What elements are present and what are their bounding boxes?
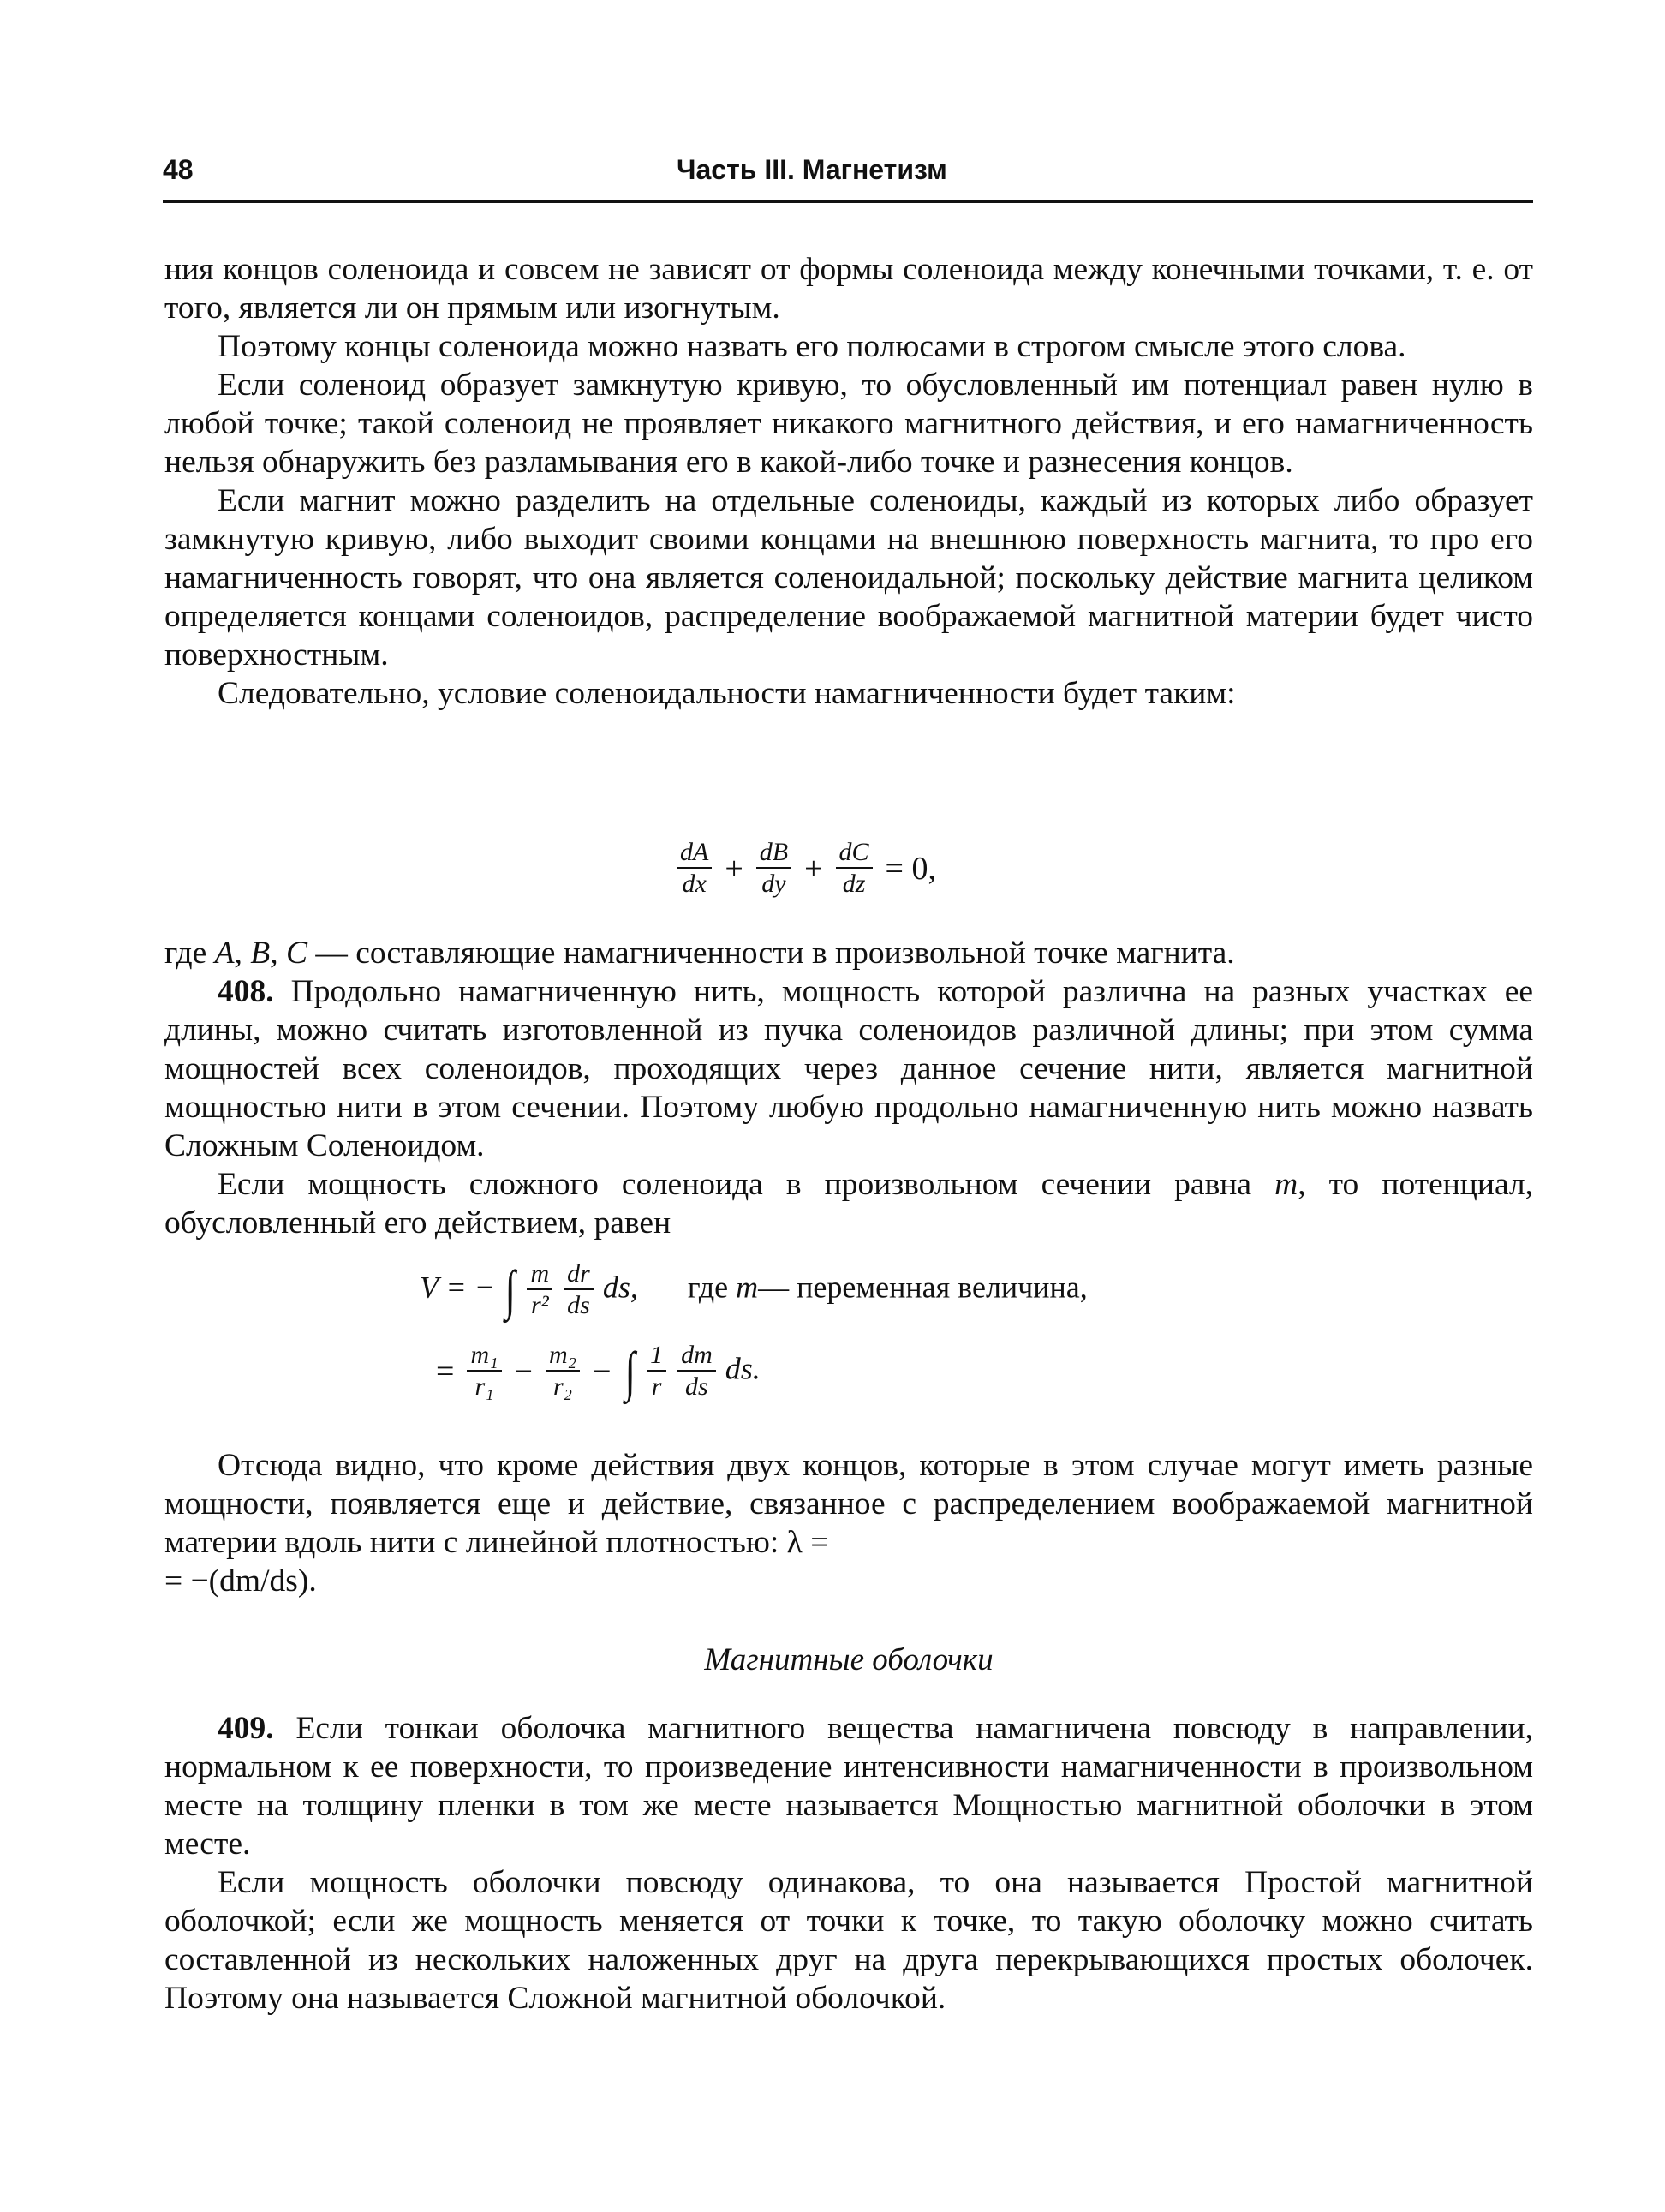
header-rule — [163, 200, 1533, 203]
fraction-dC-dz: $\frac{dC}{dz}$ — [836, 838, 873, 900]
integral-sign: ∫ — [624, 1341, 636, 1402]
paragraph-continuation: ния концов соленоида и совсем не зависят от формы соленоида между конечными точками, т. е. от того, является ли он прямым или изогнутым. — [164, 252, 1533, 326]
paragraph-409: 409. Если тонкаи оболочка магнитного вещества намагничена повсюду в направлении, нормальном к ее поверхности, то произведение интенсивности намагниченности в произвольном месте на толщину пленки в том же месте называется Мощностью магнитной оболочки в этом месте. — [164, 1711, 1533, 1862]
fraction-m2-r2: $\frac{\text{m₂}}{\text{r₂}}$ — [546, 1341, 580, 1402]
paragraph-poles: Поэтому концы соленоида можно назвать его полюсами в строгом смысле этого слова. — [218, 329, 1406, 364]
section-heading: Магнитные оболочки — [704, 1642, 994, 1677]
paragraph-408: 408. Продольно намагниченную нить, мощность которой различна на разных участках ее длины, можно считать изготовленной из пучка соленоидов различной длины; при этом сумма мощностей всех соленоидов, проходящих через данное сечение нити, является магнитной мощностью нити в этом сечении. Поэтому любую продольно намагниченную нить можно назвать Сложным Соленоидом. — [164, 974, 1533, 1163]
text-block-4 — [164, 1709, 1533, 2018]
paragraph-complex-shell: Если мощность оболочки повсюду одинакова, то она называется Простой магнитной оболочкой; если же мощность меняется от точки к точке, то такую оболочку можно считать составленной из нескольких наложенных друг на друга перекрывающихся простых оболочек. Поэтому она называется Сложной магнитной оболочкой. — [164, 1865, 1533, 2016]
paragraph-complex-solenoid: Если мощность сложного соленоида в произвольном сечении равна m, то потенциал, обусловленный его действием, равен — [164, 1167, 1534, 1241]
fraction-dB-dy: $\frac{dB}{dy}$ — [756, 838, 791, 900]
paragraph-closed-curve: Если соленоид образует замкнутую кривую, то обусловленный им потенциал равен нулю в любой точке; такой соленоид не проявляет никакого магнитного действия, и его намагниченность нельзя обнаружить без разламывания его в какой-либо точке и разнесения концов. — [164, 368, 1533, 480]
text-block-3 — [164, 1446, 1533, 1600]
paragraph-solenoidal: Если магнит можно разделить на отдельные соленоиды, каждый из которых либо образует замкнутую кривую, либо выходит своими концами на внешнюю поверхность магнита, то про его намагниченность говорят, что она является соленоидальной; поскольку действие магнита целиком определяется концами соленоидов, распределение воображаемой магнитной материи будет чисто поверхностным. — [164, 483, 1533, 673]
text-block-1 — [164, 250, 1533, 713]
fraction-m-r2: $\frac{m}{\text{r²}}$ — [527, 1259, 552, 1321]
page-header — [163, 154, 1533, 197]
text-block-2 — [164, 934, 1533, 1242]
page-number: 48 — [163, 154, 194, 185]
paragraph-components: где A, B, C — составляющие намагниченности в произвольной точке магнита. — [164, 936, 1235, 971]
integral-sign: ∫ — [504, 1259, 516, 1320]
running-title: Часть III. Магнетизм — [677, 154, 947, 185]
plus-sign: + — [725, 851, 743, 887]
paragraph-linear-density-end: = −(dm/ds). — [164, 1563, 317, 1599]
fraction-dA-dx: $\frac{dA}{dx}$ — [677, 838, 712, 900]
equals-zero: = 0, — [885, 851, 936, 887]
plus-sign: + — [804, 851, 823, 887]
equation-potential-line2: = $\frac{\text{m₁}}{\text{r₁}}$ − $\frac{\text{m₂}}{\text{r₂}}$ − ∫ $\frac{1}{r}$ $\frac{dm}{ds}$ ds. — [436, 1341, 761, 1402]
equation-solenoidal-condition — [675, 838, 940, 900]
paragraph-condition: Следовательно, условие соленоидальности намагниченности будет таким: — [218, 676, 1236, 711]
fraction-dr-ds: $\frac{dr}{ds}$ — [564, 1259, 594, 1321]
fraction-m1-r1: $\frac{\text{m₁}}{\text{r₁}}$ — [467, 1341, 501, 1402]
equation-potential-line1: V = − ∫ $\frac{m}{\text{r²}}$ $\frac{dr}{ds}$ ds, где m— переменная величина, — [420, 1259, 1088, 1320]
fraction-1-r: $\frac{1}{r}$ — [647, 1341, 666, 1402]
fraction-dm-ds: $\frac{dm}{ds}$ — [677, 1341, 716, 1402]
paragraph-linear-density: Отсюда видно, что кроме действия двух концов, которые в этом случае могут иметь разные мощности, появляется еще и действие, связанное с распределением воображаемой магнитной материи вдоль нити с линейной плотностью: λ = — [164, 1448, 1533, 1560]
